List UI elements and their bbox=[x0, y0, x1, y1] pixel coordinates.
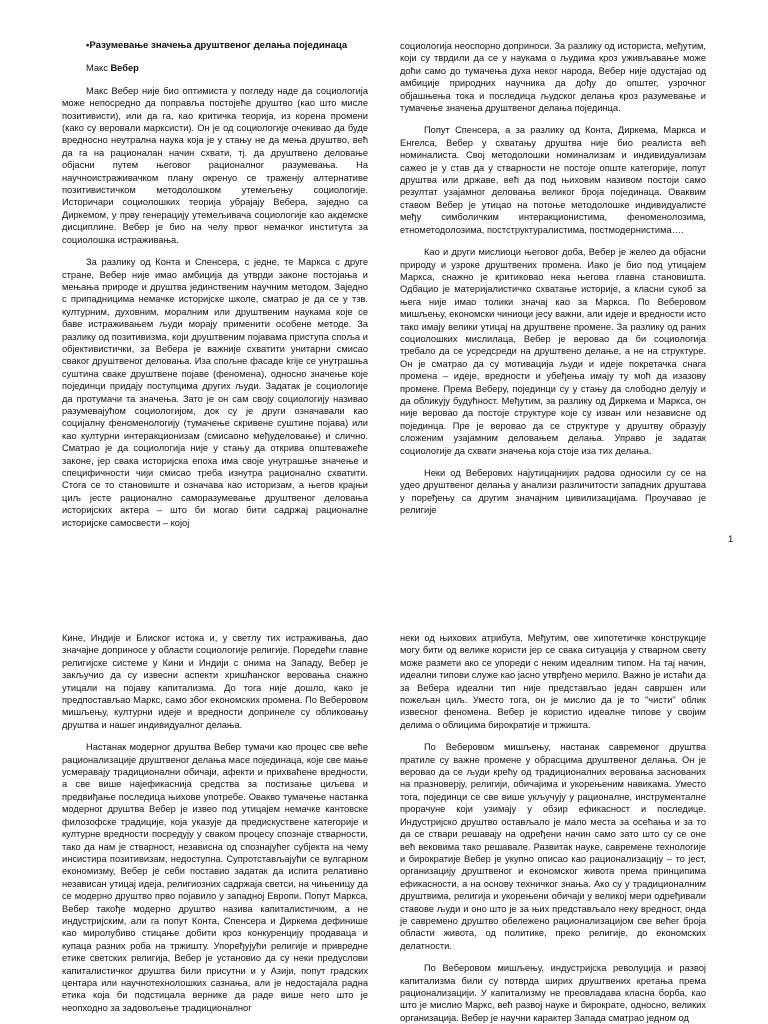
paragraph: За разлику од Конта и Спенсера, с једне, те Маркса с друге стране, Вебер није имао амбиција да утврди законе постојања и мењања природе и друштва јединственим научним методом. Заједно с припадницима немачке историјске школе, сматрао је да се у тзв. културним, духовним, моралним или друштвеним наукама које се баве истраживањем људи морају применити особене методе. За разлику од позитивизма, који друштвеним појавама приступа споља и објективистички, за Вебера је важније схватити унитарни смисао сваког друштвеног деловања. Иза спољне фасаде krije се унутрашња суштина сваке друштвене појаве (феномена), односно значење које појединци придају поступцима других људи. Задатак је социологије да протумачи та значења. Зато је он сам своју социологију називао разумевајућом социологијом, док су је други означавали као социјалну феноменологију (тумачење скривене суштине појава) или као културни интеракционизам (смисаоно међуделовање) и слично. Сматрао је да социологија није у стању да открива општеважеће законе, јер свака историјска епоха има своје унутрашње значење и специфичности чији смисао треба изнутра рационално схватити. Стога се то становиште и означава као историзам, а његов крајњи циљ јесте рационално саморазумевање друштвеног деловања историјских актера – што би могао бити садржај рационалне историјске самосвести – којој bbox=[62, 257, 368, 528]
page1-left-column bbox=[62, 40, 368, 539]
author-line bbox=[62, 62, 368, 74]
paragraph: Макс Вебер није био оптимиста у погледу наде да социологија може непосредно да поправља постојеће друштво (као што мисле позитивисти), или да га, као критичка теорија, из корена промени (како су веровали марксисти). Он је од социологије очекивао да буде вредносно неутрална наука која је у стању не да мења друштво, већ да га на рационалан начин схвати, тј. да друштвено деловање објасни путем његовог рационалног разумевања. На научноистраживачком плану окренуо се траженју алтернативе позитивистичком методолошком утемељењу социологије. Историчари социолошких теорија убрајају Вебера, заједно са Диркемом, у прву генерацију утемељивача социологије као акдемске дисциплине. Вебер је био на челу првог немачког института за социолошка истраживања. bbox=[62, 85, 368, 245]
page2-right-column bbox=[400, 632, 706, 1024]
document-title: •Разумевање значења друштвеног делања појединаца bbox=[86, 40, 348, 51]
paragraph: неки од њихових атрибута. Међутим, ове хипотетичке конструкције могу бити од велике користи јер се свака ситуација у стварном свету може размети ако се упореди с неким идеалним типом. На тај начин, идеални типови служе као јасно утврђено мерило. Важно је истаћи да за Вебера идеални тип није представљао један савршен или пожељан циљ. Уместо тога, он је мислио да је то "чисти" облик извесног феномена. Вебер је користио идеалне типове у својим делима о облицима бирократије и тржишта. bbox=[400, 633, 706, 730]
paragraph: социологија неоспорно доприноси. За разлику од историста, међутим, који су тврдили да се у наукама о људима кроз уживљавање може доћи само до тумачења духа неког народа, Вебер није одустајао од амбиције природних научника да дођу до општег, узрочног објашњења тока и последица људског делања кроз разумевање и тумачење значења друштвеног делања појединца. bbox=[400, 41, 706, 114]
paragraph: По Веберовом мишљењу, настанак савременог друштва пратиле су важне промене у обрасцима друштвеног делања. Он је веровао да се људи крећу од традиционалних веровања заснованих на празноверју, религији, обичајима и укорењеним навикама. Уместо тога, појединци се све више укључују у рационалне, инструменталне прорачуне који узимају у обзир ефикасност и последице. Индустријско друштво остављало је мало места за осећања и за то да се ствари решавају на одређени начин само зато што су се оне већ вековима тако решавале. Развитак науке, савремене технологије и бирократије Вебер је укупно описао као рационализацију – то јест, организацију друштвеног и економског живота према принципима ефикасности, а на основу техничког знања. Ако су у традиционалним друштвима, религија и укорењени обичаји у великој мери одређивали ставове људи и оно што је за њих представљало неку вредност, онда је савремено друштво обележено рационализацијом све већег броја области живота, од политике, преко религије, до економских делатности. bbox=[400, 742, 706, 951]
paragraph: Неки од Веберових најутицајнијих радова односили су се на удео друштвеног делања у анализи различитости западних друштава у поређењу са другим значајним цивилизацијама. Проучавао је религије bbox=[400, 468, 706, 516]
page2-left-column bbox=[62, 632, 368, 1024]
paragraph: Настанак модерног друштва Вебер тумачи као процес све веће рационализације друштвеног делања масе појединаца, које све мање усмеравају традиционални обичаји, афекти и прихваћене вредности, а све више најефикаснија средства за постизање циљева и предвиђање последица њихове употребе. Овакво тумачење настанка модерног друштва Вебер је извео под утицајем немачке кантовске филозофске традиције, која указује да предискуствене категорије и културне вредности посредују у сваком процесу спознаје стварности, тако да нам је стварност, независна од спознајућег субјекта на чему инсистира позитивизам, недоступна. Супротстављајући се вулгарном економизму, Вебер је себи поставио задатак да испита релативно независан утицај идеја, религиозних садржаја светси, на чињеницу да се модерно друштво прво појавило у западној Европи. Попут Маркса, Вебер такође модерно друштво назива капиталистичким, а не индустријским, али га попут Конта, Спенсера и Диркема дефинише као миролубиво стицање добити кроз конкуренцију продаваца и купаца разних роба на тржишту. Упоређујући религије и привредне етике светских религија, Вебер је установио да су неки предуслови капиталистичког друштва били присутни и у Азији, попут градских центара или научнотехнолошких сазнања, али је недостајала радна етика која би подстицала вернике да раде више него што је неопходно за задовољење традиционалног bbox=[62, 742, 368, 1013]
document-page-2 bbox=[0, 624, 768, 1024]
page-separator bbox=[0, 560, 768, 624]
page-number: 1 bbox=[728, 534, 734, 545]
paragraph: Попут Спенсера, а за разлику од Конта, Диркема, Маркса и Енгелса, Вебер у схватању друштва није био реалиста већ номиналиста. Свој методолошки номинализам и индивидуализам сажео је у став да у стварности не постоје опште категорије, попут друштва или државе, већ да под њиховим називом постоји само резултат узајамног деловања великог броја појединаца. Оваквим ставом Вебер је утицао на потоње методолошке индивидуалисте међу симболичким интеракционистима, феноменолозима, етнометодолозима, постструктуралистима, постмодернистима…. bbox=[400, 125, 706, 235]
page1-right-column bbox=[400, 40, 706, 527]
paragraph: По Веберовом мишљењу, индустријска револуција и развој капитализма били су потврда ширих друштвених кретања према рационализацији. У капитализму не преовладава класна борба, као што је мислио Маркс, већ развој науке и бирократе, односно, великих организација. Вебер је научни карактер Запада сматрао једном од bbox=[400, 963, 706, 1023]
paragraph: Као и други мислиоци његовог доба, Вебер је желео да објасни природу и узроке друштвених промена. Иако је био под утицајем Маркса, снажно је критиковао нека његова главна становишта. Одбацио је материјалистичко схватање историје, а класни сукоб за њега није имао толики значај као за Маркса. По Веберовом мишљењу, економски чиниоци јесу важни, али идеје и вредности исто тако имају велики утицај на друштвене промене. За разлику од раних социолошких мислилаца, Вебер је веровао да би социологија требало да се усредсреди на друштвено делање, а не на структуре. Он је сматрао да су мотивација људи и идеје покретачка снага промена – идеје, вредности и убеђења имају ту моћ да изазову промене. Према Веберу, појединци су у стању да слободно делују и да обликују будућност. Међутим, за разлику од Диркема и Маркса, он није веровао да постоје структуре које су изван или независне од појединца. Пре је веровао да се структуре у друштву образују сложеним узајамним деловањем делања. Управо је задатак социологије да схвати значења која стоје иза тих делања. bbox=[400, 247, 706, 456]
author-first-name: Макс bbox=[86, 63, 111, 74]
paragraph: Кине, Индије и Блиског истока и, у светлу тих истраживања, дао значајне доприносе у области социологије религије. Поредећи главне религијске системе у Кини и Индији с онима на Западу, Вебер је закључио да су извесни аспекти хришћанског веровања снажно утицали на појаву капитализма. До тога није дошло, како је предпостављао Маркс, само због економских промена. По Веберовом мишљењу, културни идеје и вредности допринеле су обликовању друштва и нашег индивидуалног делања. bbox=[62, 633, 368, 730]
author-last-name: Вебер bbox=[110, 63, 139, 74]
